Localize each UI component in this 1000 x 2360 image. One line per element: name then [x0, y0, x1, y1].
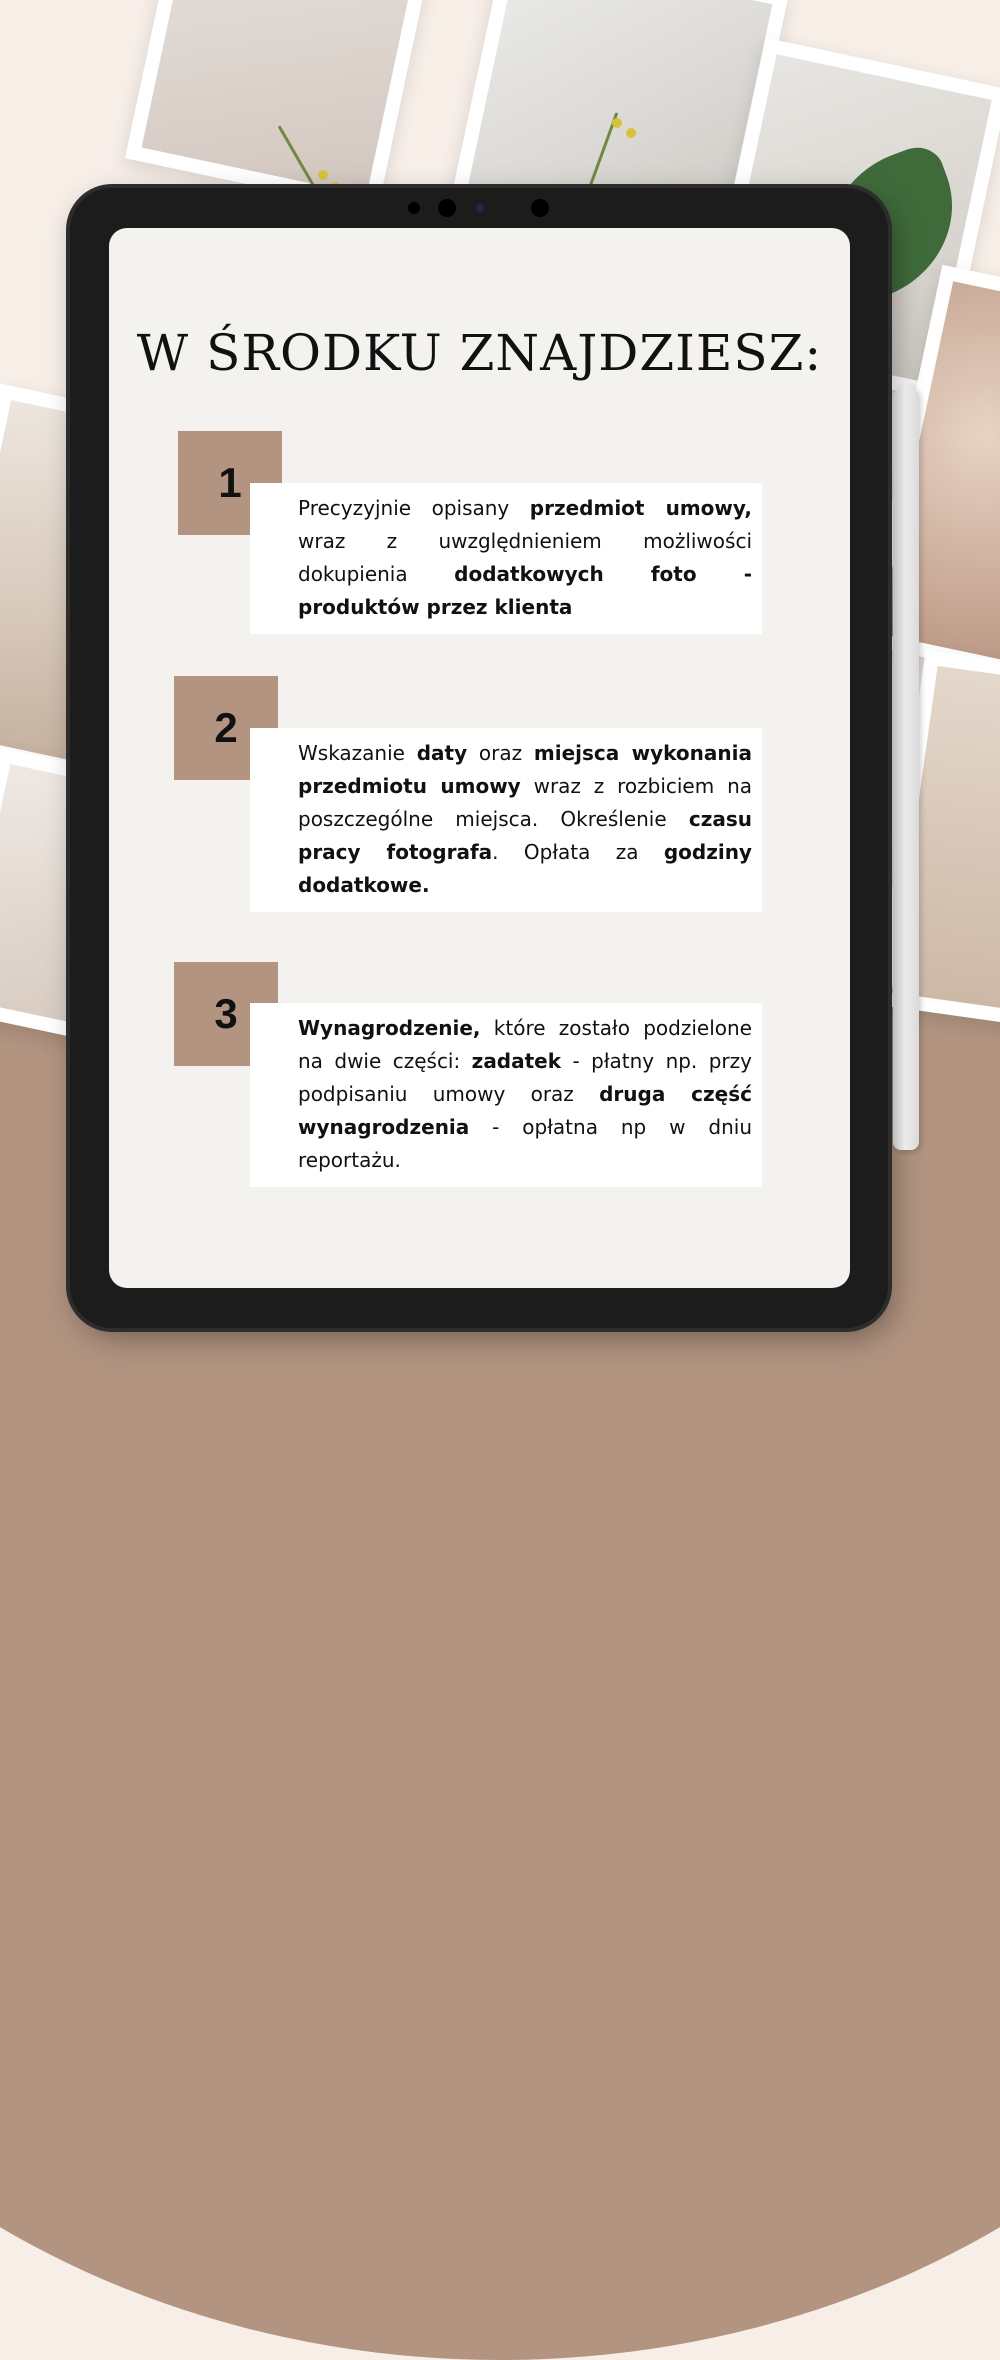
decor-photo [125, 0, 433, 212]
text-segment: oraz [467, 741, 534, 765]
item-card [250, 1003, 762, 1187]
item-description [298, 496, 752, 619]
text-segment: które zostało podzielone na dwie części: [298, 1016, 752, 1073]
item-number-badge: 1 [178, 431, 282, 535]
item-description [298, 1016, 752, 1172]
text-segment: Precyzyjnie opisany [298, 496, 530, 520]
bold-text-segment: miejsca wykonania przedmiotu umowy [298, 741, 752, 798]
bold-text-segment: daty [416, 741, 468, 765]
item-number-badge: 3 [174, 962, 278, 1066]
camera-lens-icon [438, 199, 456, 217]
bold-text-segment: druga część wynagrodzenia [298, 1082, 753, 1139]
text-segment: wraz z uwzględnieniem możliwości dokupienia [298, 529, 752, 586]
text-segment: - płatny np. przy podpisaniu umowy oraz [298, 1049, 752, 1106]
item-card [250, 728, 762, 912]
bold-text-segment: Wynagrodzenie, [298, 1016, 481, 1040]
flower-bud-icon [612, 118, 622, 128]
camera-lens-icon [531, 199, 549, 217]
camera-sensor-icon [476, 204, 484, 212]
bold-text-segment: przedmiot umowy, [529, 496, 752, 520]
item-card [250, 483, 762, 634]
item-description [298, 741, 752, 897]
camera-dot-icon [408, 202, 420, 214]
text-segment: - opłatna np w dniu reportażu. [298, 1115, 752, 1172]
stylus-pencil [893, 385, 919, 1150]
text-segment: wraz z rozbiciem na poszczególne miejsca. Określenie [298, 774, 752, 831]
text-segment: . Opłata za [492, 840, 664, 864]
bold-text-segment: dodatkowych foto - produktów przez klienta [298, 562, 752, 619]
flower-bud-icon [626, 128, 636, 138]
tablet-screen [109, 228, 850, 1288]
text-segment: Wskazanie [298, 741, 417, 765]
bold-text-segment: czasu pracy fotografa [298, 807, 752, 864]
bold-text-segment: godziny dodatkowe. [298, 840, 752, 897]
flower-bud-icon [318, 170, 328, 180]
item-number-badge: 2 [174, 676, 278, 780]
bold-text-segment: zadatek [471, 1049, 562, 1073]
page-title: W ŚRODKU ZNAJDZIESZ: [136, 324, 823, 382]
